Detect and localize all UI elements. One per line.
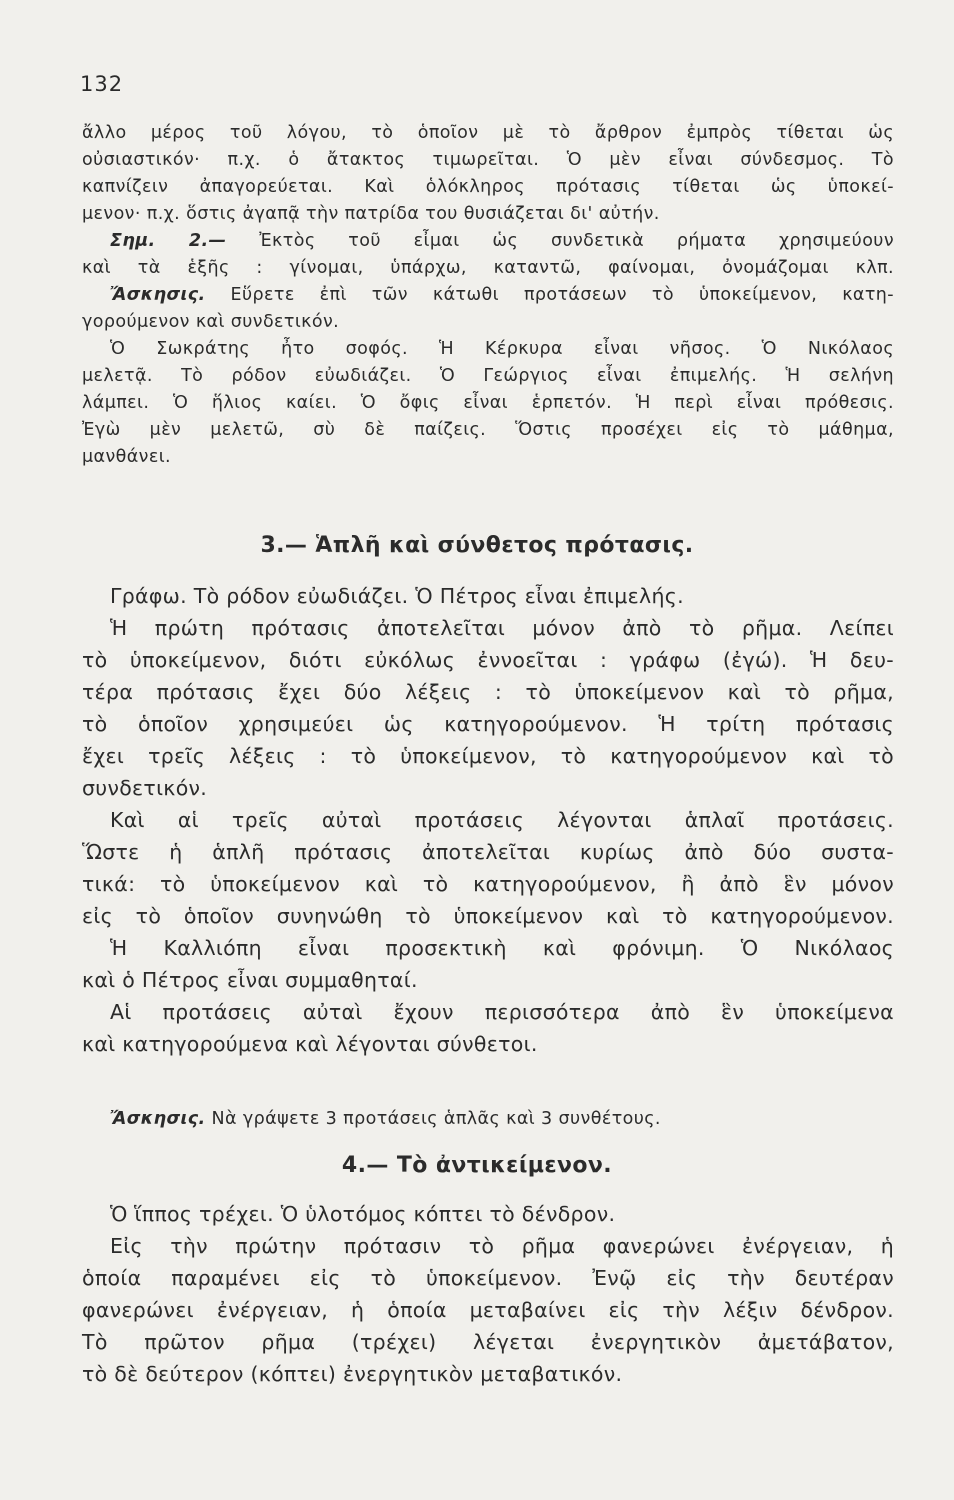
text-line: μενον· π.χ. ὅστις ἀγαπᾷ τὴν πατρίδα του θυσιάζεται δι' αὐτήν. [82,204,660,224]
note-line [82,228,894,255]
text-line: Ὁ ἵππος τρέχει. Ὁ ὑλοτόμος κόπτει τὸ δένδρον. [110,1202,616,1226]
text-line: οὐσιαστικόν· π.χ. ὁ ἄτακτος τιμωρεῖται. Ὁ μὲν εἶναι σύνδεσμος. Τὸ [82,150,894,170]
page-number: 132 [80,72,124,96]
text-line: συνδετικόν. [82,776,208,800]
exercise-line: μελετᾷ. Τὸ ρόδον εὐωδιάζει. Ὁ Γεώργιος εἶναι ἐπιμελής. Ἡ σελήνη [82,366,894,386]
exercise-line: μανθάνει. [82,447,172,467]
text-line: τὸ δὲ δεύτερον (κόπτει) ἐνεργητικὸν μεταβατικόν. [82,1362,623,1386]
text-line: τὸ ὑποκείμενον, διότι εὐκόλως ἐννοεῖται : γράφω (ἐγώ). Ἡ δευ- [82,648,894,672]
text-line: ὁποία παραμένει εἰς τὸ ὑποκείμενον. Ἐνῷ εἰς τὴν δευτέραν [82,1266,894,1290]
section-1 [82,120,894,471]
text-line: τέρα πρότασις ἔχει δύο λέξεις : τὸ ὑποκείμενον καὶ τὸ ρῆμα, [82,680,894,704]
exercise-text: Νὰ γράψετε 3 προτάσεις ἁπλᾶς καὶ 3 συνθέτους. [211,1109,661,1129]
text-line: εἰς τὸ ὁποῖον συνηνώθη τὸ ὑποκείμενον καὶ τὸ κατηγορούμενον. [82,904,894,928]
text-line: φανερώνει ἐνέργειαν, ἡ ὁποία μεταβαίνει εἰς τὴν λέξιν δένδρον. [82,1298,894,1322]
section-2 [82,580,894,1060]
exercise-line: λάμπει. Ὁ ἥλιος καίει. Ὁ ὄφις εἶναι ἑρπετόν. Ἡ περὶ εἶναι πρόθεσις. [82,393,894,413]
section-heading: 4.— Τὸ ἀντικείμενον. [341,1153,613,1178]
exercise-line [82,282,894,309]
text-line: Ἡ Καλλιόπη εἶναι προσεκτικὴ καὶ φρόνιμη. Ὁ Νικόλαος [110,936,894,960]
text-line: Τὸ πρῶτον ρῆμα (τρέχει) λέγεται ἐνεργητικὸν ἀμετάβατον, [82,1330,894,1354]
note-label: Σημ. 2.— [110,231,227,251]
text-line: καὶ ὁ Πέτρος εἶναι συμμαθηταί. [82,968,418,992]
text-line: Εἰς τὴν πρώτην πρότασιν τὸ ρῆμα φανερώνει ἐνέργειαν, ἡ [110,1234,894,1258]
exercise-label: Ἄσκησις. [110,285,206,305]
text-line: καπνίζειν ἀπαγορεύεται. Καὶ ὁλόκληρος πρότασις τίθεται ὡς ὑποκεί- [82,177,894,197]
exercise-text: Εὕρετε ἐπὶ τῶν κάτωθι προτάσεων τὸ ὑποκείμενον, κατη- [230,285,894,305]
note-text: Ἐκτὸς τοῦ εἶμαι ὡς συνδετικὰ ρήματα χρησιμεύουν [259,231,895,251]
text-line: Ἡ πρώτη πρότασις ἀποτελεῖται μόνον ἀπὸ τὸ ρῆμα. Λείπει [110,616,894,640]
text-line: τικά: τὸ ὑποκείμενον καὶ τὸ κατηγορούμενον, ἢ ἀπὸ ἓν μόνον [82,872,894,896]
text-line: Ὥστε ἡ ἁπλῆ πρότασις ἀποτελεῖται κυρίως ἀπὸ δύο συστα- [82,840,894,864]
exercise-line: γορούμενον καὶ συνδετικόν. [82,312,340,332]
text-line: καὶ κατηγορούμενα καὶ λέγονται σύνθετοι. [82,1032,538,1056]
text-line: ἄλλο μέρος τοῦ λόγου, τὸ ὁποῖον μὲ τὸ ἄρθρον ἐμπρὸς τίθεται ὡς [82,123,894,143]
exercise-line: Ἐγὼ μὲν μελετῶ, σὺ δὲ παίζεις. Ὅστις προσέχει εἰς τὸ μάθημα, [82,420,894,440]
exercise-label: Ἄσκησις. [110,1109,206,1129]
text-line: ἔχει τρεῖς λέξεις : τὸ ὑποκείμενον, τὸ κατηγορούμενον καὶ τὸ [82,744,894,768]
note-line: καὶ τὰ ἑξῆς : γίνομαι, ὑπάρχω, καταντῶ, φαίνομαι, ὀνομάζομαι κλπ. [82,258,894,278]
text-line: Καὶ αἱ τρεῖς αὐταὶ προτάσεις λέγονται ἁπλαῖ προτάσεις. [110,808,894,832]
exercise-line: Ὁ Σωκράτης ἦτο σοφός. Ἡ Κέρκυρα εἶναι νῆσος. Ὁ Νικόλαος [110,339,894,359]
text-line: Γράφω. Τὸ ρόδον εὐωδιάζει. Ὁ Πέτρος εἶναι ἐπιμελής. [110,584,684,608]
section-heading: 3.— Ἁπλῆ καὶ σύνθετος πρότασις. [260,533,694,558]
text-line: τὸ ὁποῖον χρησιμεύει ὡς κατηγορούμενον. Ἡ τρίτη πρότασις [82,712,894,736]
exercise-line [82,1106,894,1133]
exercise-2 [82,1106,894,1133]
section-3 [82,1198,894,1390]
text-line: Αἱ προτάσεις αὐταὶ ἔχουν περισσότερα ἀπὸ ἓν ὑποκείμενα [110,1000,894,1024]
